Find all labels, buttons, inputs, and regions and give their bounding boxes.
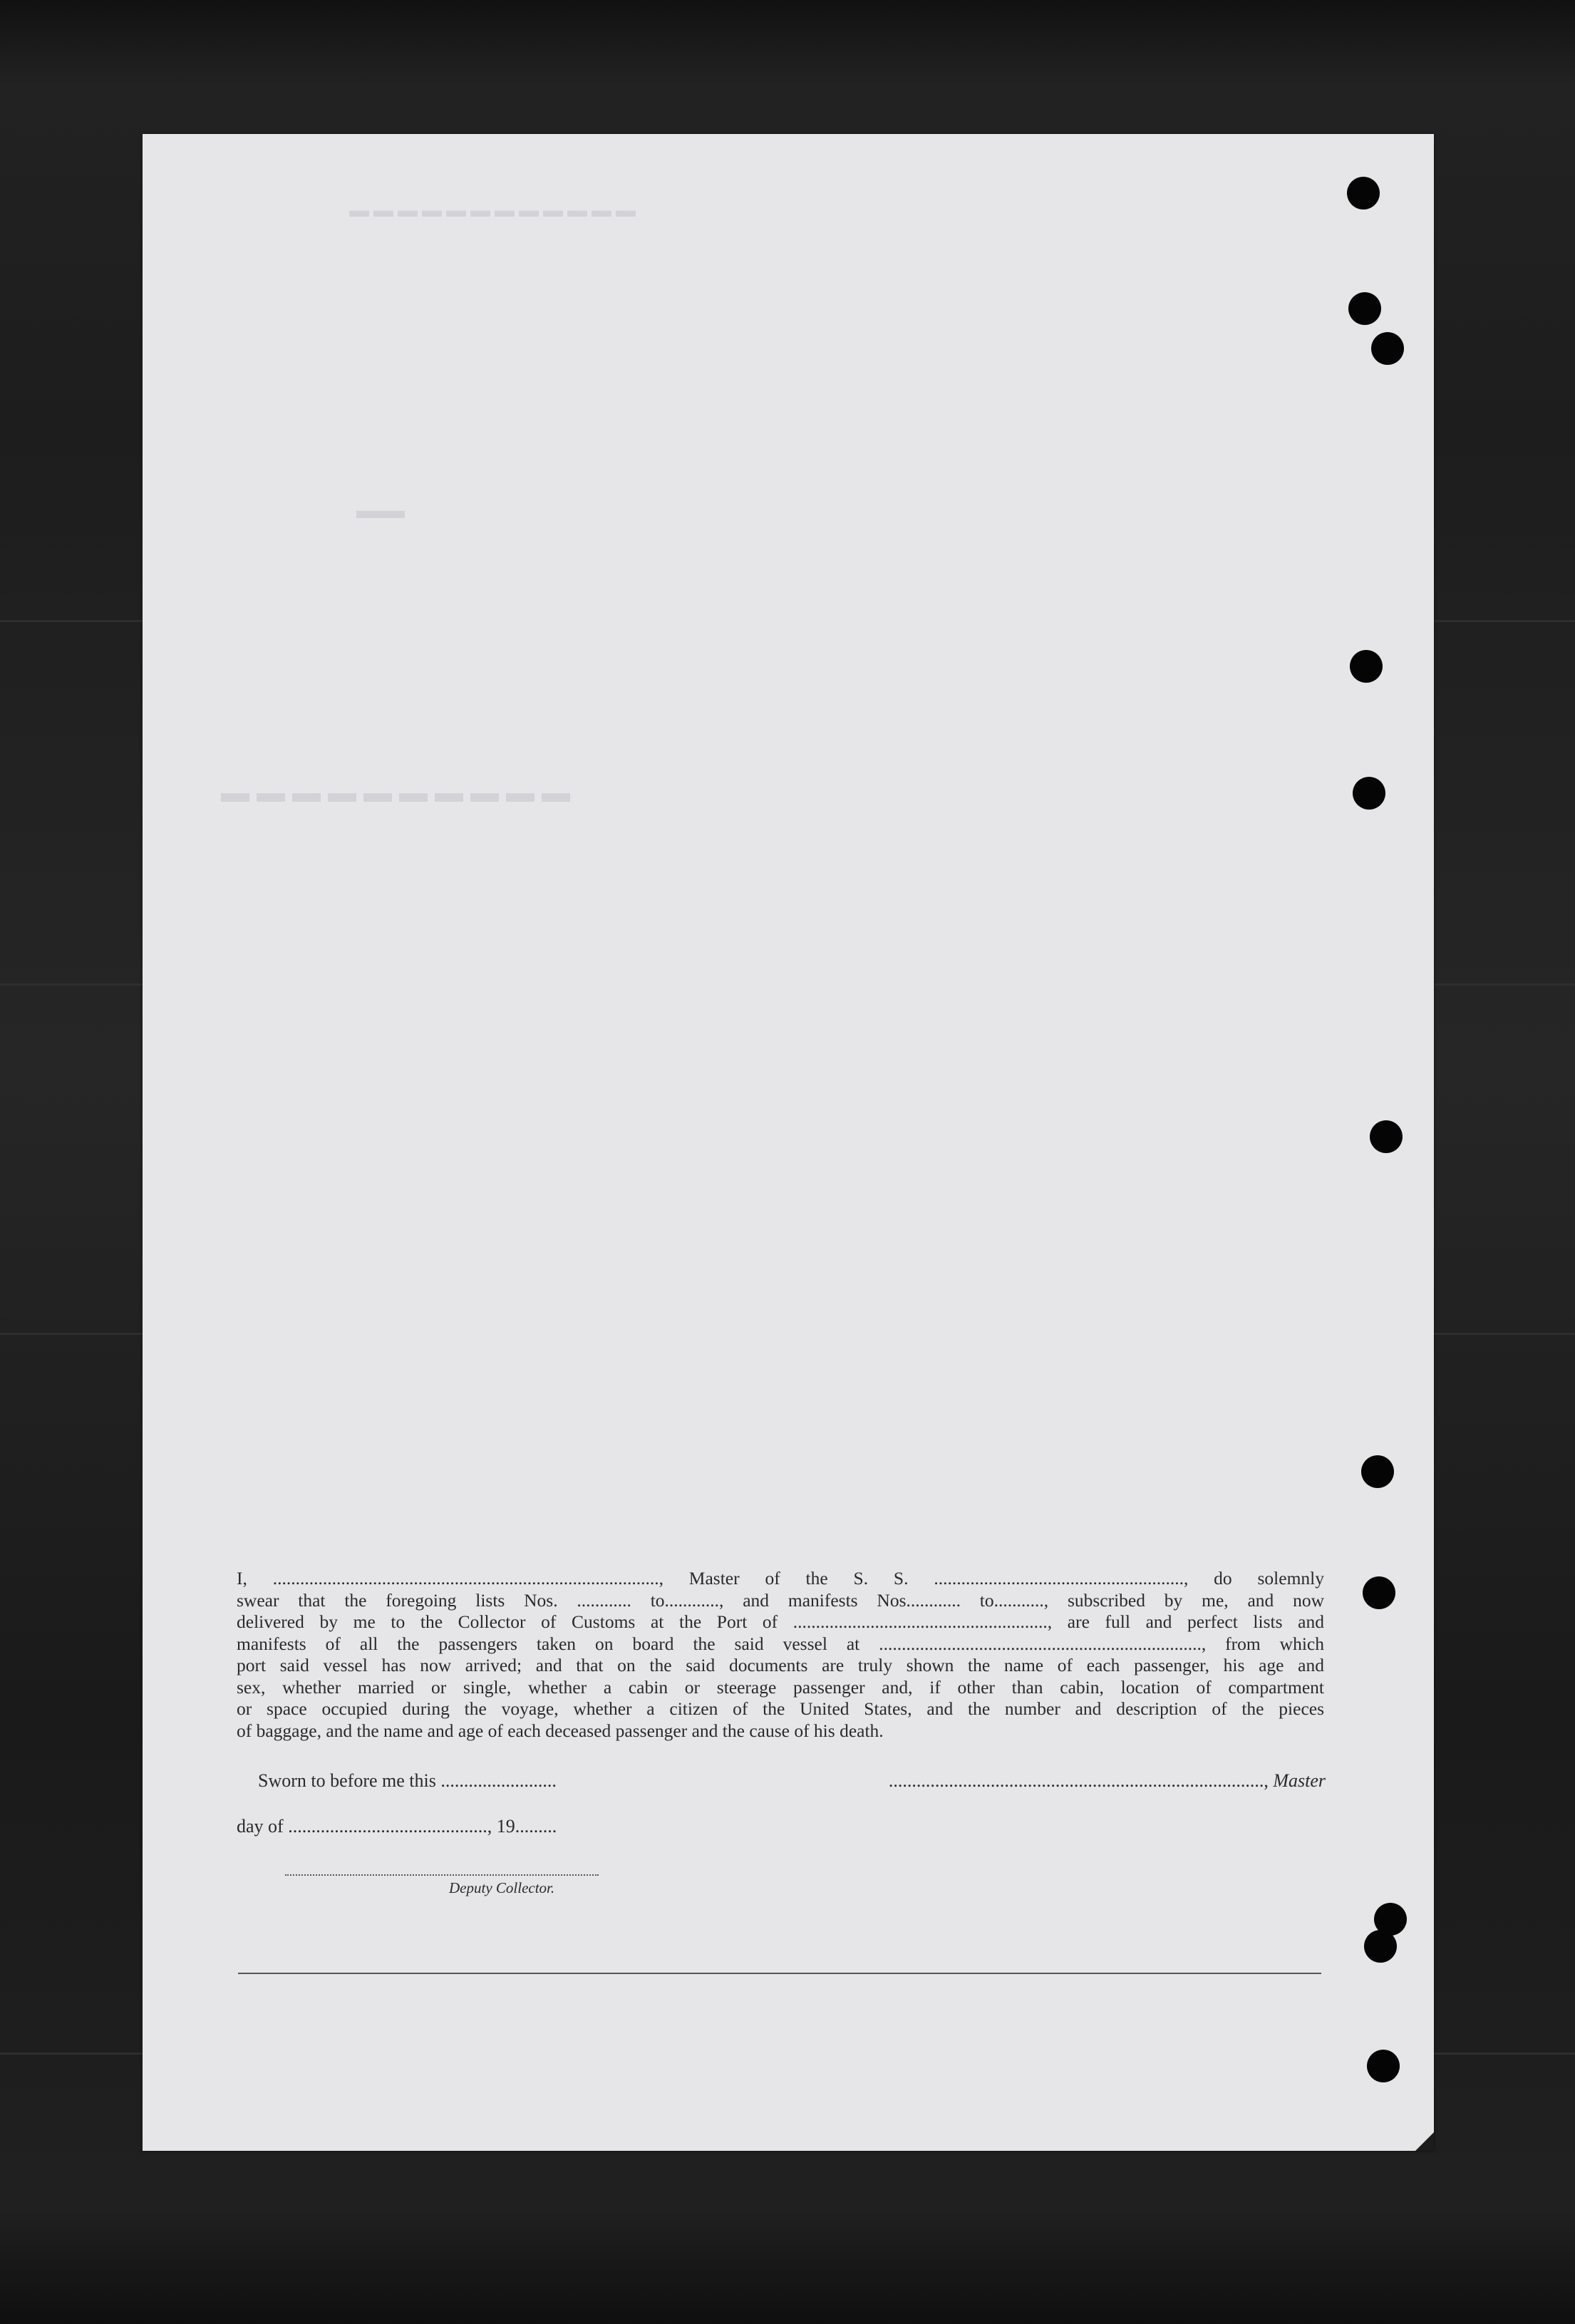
bleed-through-mark: ▬▬▬▬▬▬▬▬▬▬ — [221, 776, 577, 808]
sworn-before-line: Sworn to before me this ......................... — [258, 1770, 557, 1791]
oath-line: swear that the foregoing lists Nos. ............ to............, and manifests Nos............ to..........., subscribed by me, and now — [237, 1589, 1324, 1611]
manifest-page — [143, 134, 1434, 2151]
oath-line: port said vessel has now arrived; and that on the said documents are truly shown the name of each passenger, his age and — [237, 1655, 1324, 1675]
punch-hole-icon — [1347, 177, 1380, 210]
punch-hole-icon — [1363, 1576, 1395, 1609]
bottom-divider — [238, 1973, 1321, 1974]
oath-line: I, ....................................................................................., Master of the S. S. ......................................................., do solemnly — [237, 1568, 1324, 1589]
oath-line: delivered by me to the Collector of Customs at the Port of ........................................................, are full and perfect lists and — [237, 1611, 1324, 1632]
paper-corner — [1415, 2132, 1434, 2151]
punch-hole-icon — [1371, 332, 1404, 365]
bleed-through-mark: ▬▬ — [356, 497, 405, 524]
master-signature-dots: ................................................................................., — [888, 1770, 1269, 1791]
punch-hole-icon — [1367, 2050, 1400, 2082]
punch-hole-icon — [1353, 777, 1385, 810]
oath-line: or space occupied during the voyage, whether a citizen of the United States, and the number and description of the pieces — [237, 1698, 1324, 1719]
punch-hole-icon — [1370, 1120, 1403, 1153]
master-oath-paragraph — [237, 1568, 1324, 1742]
punch-hole-icon — [1350, 650, 1383, 683]
oath-line: manifests of all the passengers taken on board the said vessel at ......................................................................., from which — [237, 1633, 1324, 1654]
punch-hole-icon — [1361, 1455, 1394, 1488]
day-of-line: day of ..........................................., 19......... — [237, 1816, 557, 1837]
punch-hole-icon — [1348, 292, 1381, 325]
punch-hole-icon — [1364, 1930, 1397, 1963]
master-signature-line — [869, 1770, 1326, 1792]
oath-line: of baggage, and the name and age of each deceased passenger and the cause of his death. — [237, 1720, 884, 1741]
master-label: Master — [1273, 1770, 1326, 1791]
deputy-collector-label: Deputy Collector. — [449, 1879, 555, 1896]
deputy-signature-rule — [285, 1874, 599, 1876]
oath-line: sex, whether married or single, whether a cabin or steerage passenger and, if other than cabin, location of compartment — [237, 1676, 1324, 1698]
bleed-through-mark: ▬▬▬▬▬▬▬▬▬▬▬▬ — [349, 200, 640, 222]
